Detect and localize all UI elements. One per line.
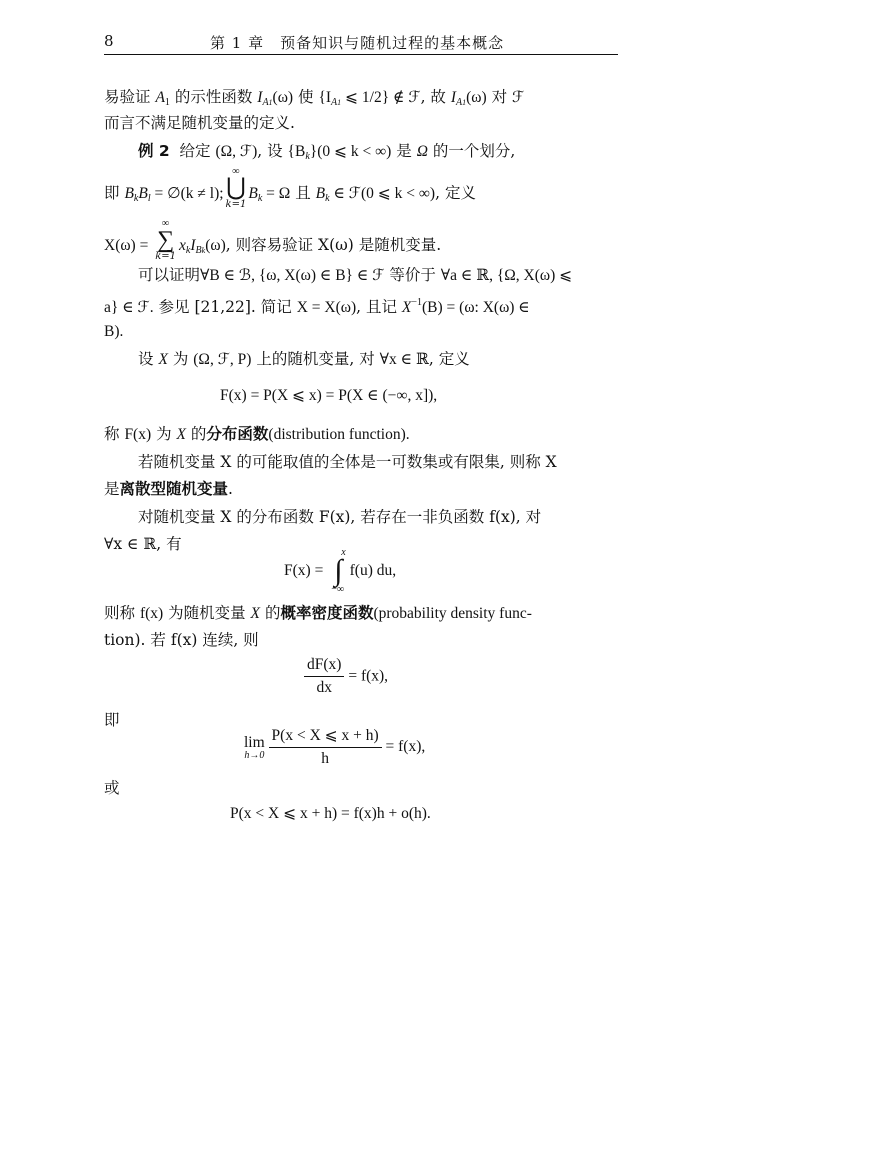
example-label: 例 2	[138, 142, 170, 160]
text-line: 即	[104, 711, 120, 729]
limit-operator: lim h→0	[244, 733, 265, 761]
text-line: B).	[104, 323, 124, 340]
union-operator: ∞ ⋃ k=1	[225, 166, 247, 210]
text-line: X(ω) = ∞ ∑ k=1 $x_kI_{Bk}(\omega)$, 则容易验证 X(ω) 是随机变量.	[104, 218, 442, 262]
equation-limit: lim h→0 $\frac{P(x < X ⩽ x + h)}{h}$ = f(x),	[244, 727, 426, 767]
integral-operator: x ∫ −∞	[331, 547, 346, 595]
text-line: ∀x ∈ ℝ, 有	[104, 535, 182, 553]
text-line: 或	[104, 779, 120, 797]
text-line: 则称 f(x) 为随机变量 X 的概率密度函数(probability density func-	[104, 604, 532, 622]
page-number: 8	[104, 32, 114, 50]
term-probability-density-function: 概率密度函数	[280, 604, 374, 622]
page-header	[104, 30, 618, 55]
term-discrete-random-variable: 离散型随机变量	[119, 480, 229, 498]
equation-integral: F(x) = x ∫ −∞ f(u) du,	[284, 547, 397, 595]
chapter-title: 第 1 章 预备知识与随机过程的基本概念	[210, 34, 505, 52]
text-line: 若随机变量 X 的可能取值的全体是一可数集或有限集, 则称 X	[138, 453, 557, 471]
equation-final: P(x < X ⩽ x + h) = f(x)h + o(h).	[230, 805, 431, 822]
text-line: a} ∈ ℱ. 参见 [21,22]. 简记 X = X(ω), 且记 $X^{-1}(B) = (\omega$: X(ω) ∈	[104, 297, 530, 316]
term-distribution-function: 分布函数	[206, 425, 269, 443]
example-2-line: 例 2 给定 (Ω, ℱ), 设 $\{B_k\}(0$ ⩽ k < ∞) 是 Ω 的一个划分,	[138, 142, 516, 162]
text-line: 可以证明∀B ∈ ℬ, {ω, X(ω) ∈ B} ∈ ℱ 等价于 ∀a ∈ ℝ, {Ω, X(ω) ⩽	[138, 266, 573, 284]
text-line: 即 $B_kB_l$ = ∅(k ≠ l); ∞ ⋃ k=1 $B_k = \Omega$ 且 $B_k$ ∈ ℱ(0 ⩽ k < ∞), 定义	[104, 166, 476, 210]
text-line: 设 X 为 (Ω, ℱ, P) 上的随机变量, 对 ∀x ∈ ℝ, 定义	[138, 350, 470, 368]
text-line: 易验证 $A_1$ 的示性函数 $I_{A1}(\omega)$ 使 {$I_{A1}$ ⩽ 1/2} ∉ ℱ, 故 $I_{A1}(\omega)$ 对 ℱ	[104, 88, 525, 108]
text-line: tion). 若 f(x) 连续, 则	[104, 631, 259, 649]
sum-operator: ∞ ∑ k=1	[155, 218, 177, 262]
fraction: $\frac{P(x < X ⩽ x + h)}{h}$	[269, 726, 382, 768]
text-line: 而言不满足随机变量的定义.	[104, 114, 295, 132]
text-line: 是离散型随机变量.	[104, 480, 233, 498]
text-line: 对随机变量 X 的分布函数 F(x), 若存在一非负函数 f(x), 对	[138, 508, 542, 526]
text-line: 称 F(x) 为 X 的分布函数(distribution function).	[104, 425, 410, 443]
equation-distribution: F(x) = P(X ⩽ x) = P(X ∈ (−∞, x]),	[220, 387, 438, 404]
equation-derivative: $\frac{dF(x)}{dx}$ = f(x),	[304, 656, 388, 697]
fraction: $\frac{dF(x)}{dx}$	[304, 656, 344, 697]
